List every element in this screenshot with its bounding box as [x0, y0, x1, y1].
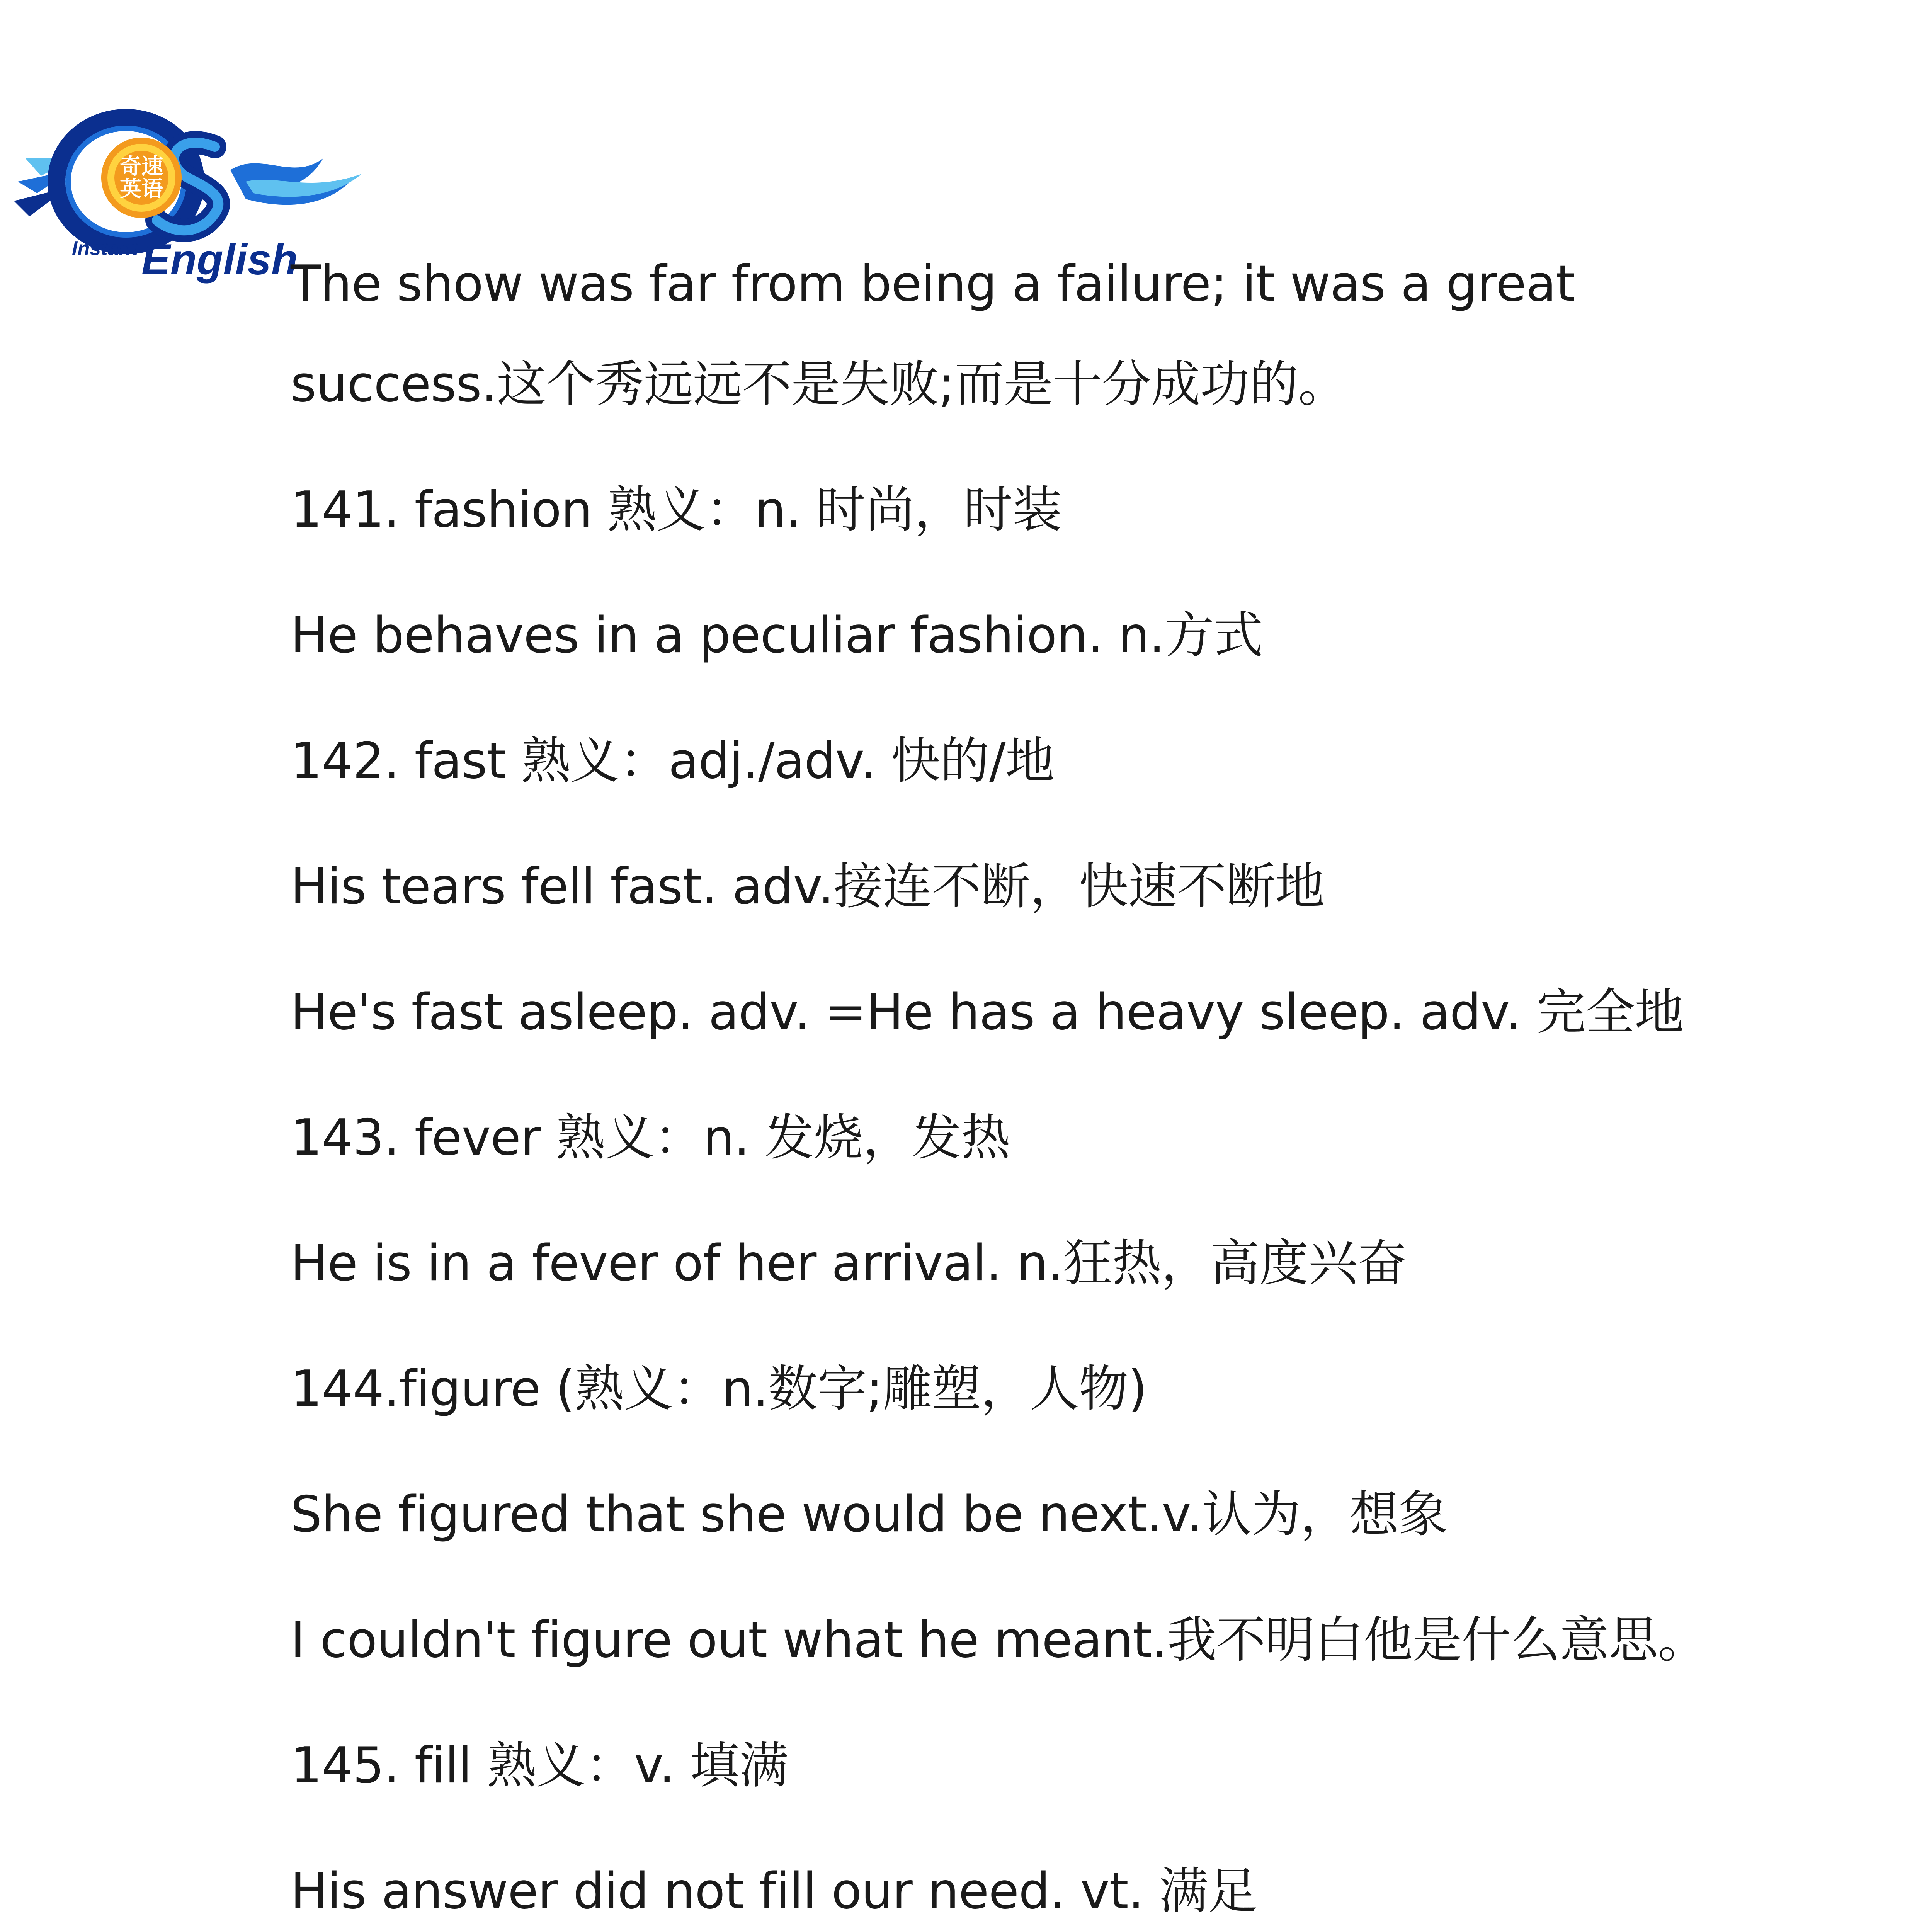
entry-144-example-1: She figured that she would be next.v.认为，想象	[291, 1486, 1448, 1543]
text-line-2: success.这个秀远远不是失败;而是十分成功的。	[291, 355, 1347, 413]
entry-141-heading: 141. fashion 熟义：n. 时尚，时装	[291, 481, 1062, 539]
logo-badge-top: 奇速	[120, 154, 163, 179]
entry-143-heading: 143. fever 熟义：n. 发烧，发热	[291, 1109, 1010, 1167]
logo-badge-bottom: 英语	[120, 177, 163, 202]
logo-tagline-small: Instant	[72, 237, 138, 260]
entry-144-example-2: I couldn't figure out what he meant.我不明白他是什么意思。	[291, 1611, 1707, 1669]
entry-143-example: He is in a fever of her arrival. n.狂热，高度兴奋	[291, 1235, 1407, 1292]
entry-142-heading: 142. fast 熟义：adj./adv. 快的/地	[291, 732, 1055, 790]
entry-142-example-1: His tears fell fast. adv.接连不断，快速不断地	[291, 858, 1325, 915]
entry-145-example: His answer did not fill our need. vt. 满足	[291, 1862, 1257, 1920]
logo-tagline-large: English	[141, 235, 298, 284]
entry-142-example-2: He's fast asleep. adv. =He has a heavy sleep. adv. 完全地	[291, 983, 1684, 1041]
entry-141-example: He behaves in a peculiar fashion. n.方式	[291, 607, 1263, 664]
entry-145-heading: 145. fill 熟义：v. 填满	[291, 1737, 788, 1794]
entry-144-heading: 144.figure (熟义：n.数字;雕塑，人物)	[291, 1360, 1147, 1418]
text-line-1: The show was far from being a failure; it was a great	[291, 255, 1575, 313]
